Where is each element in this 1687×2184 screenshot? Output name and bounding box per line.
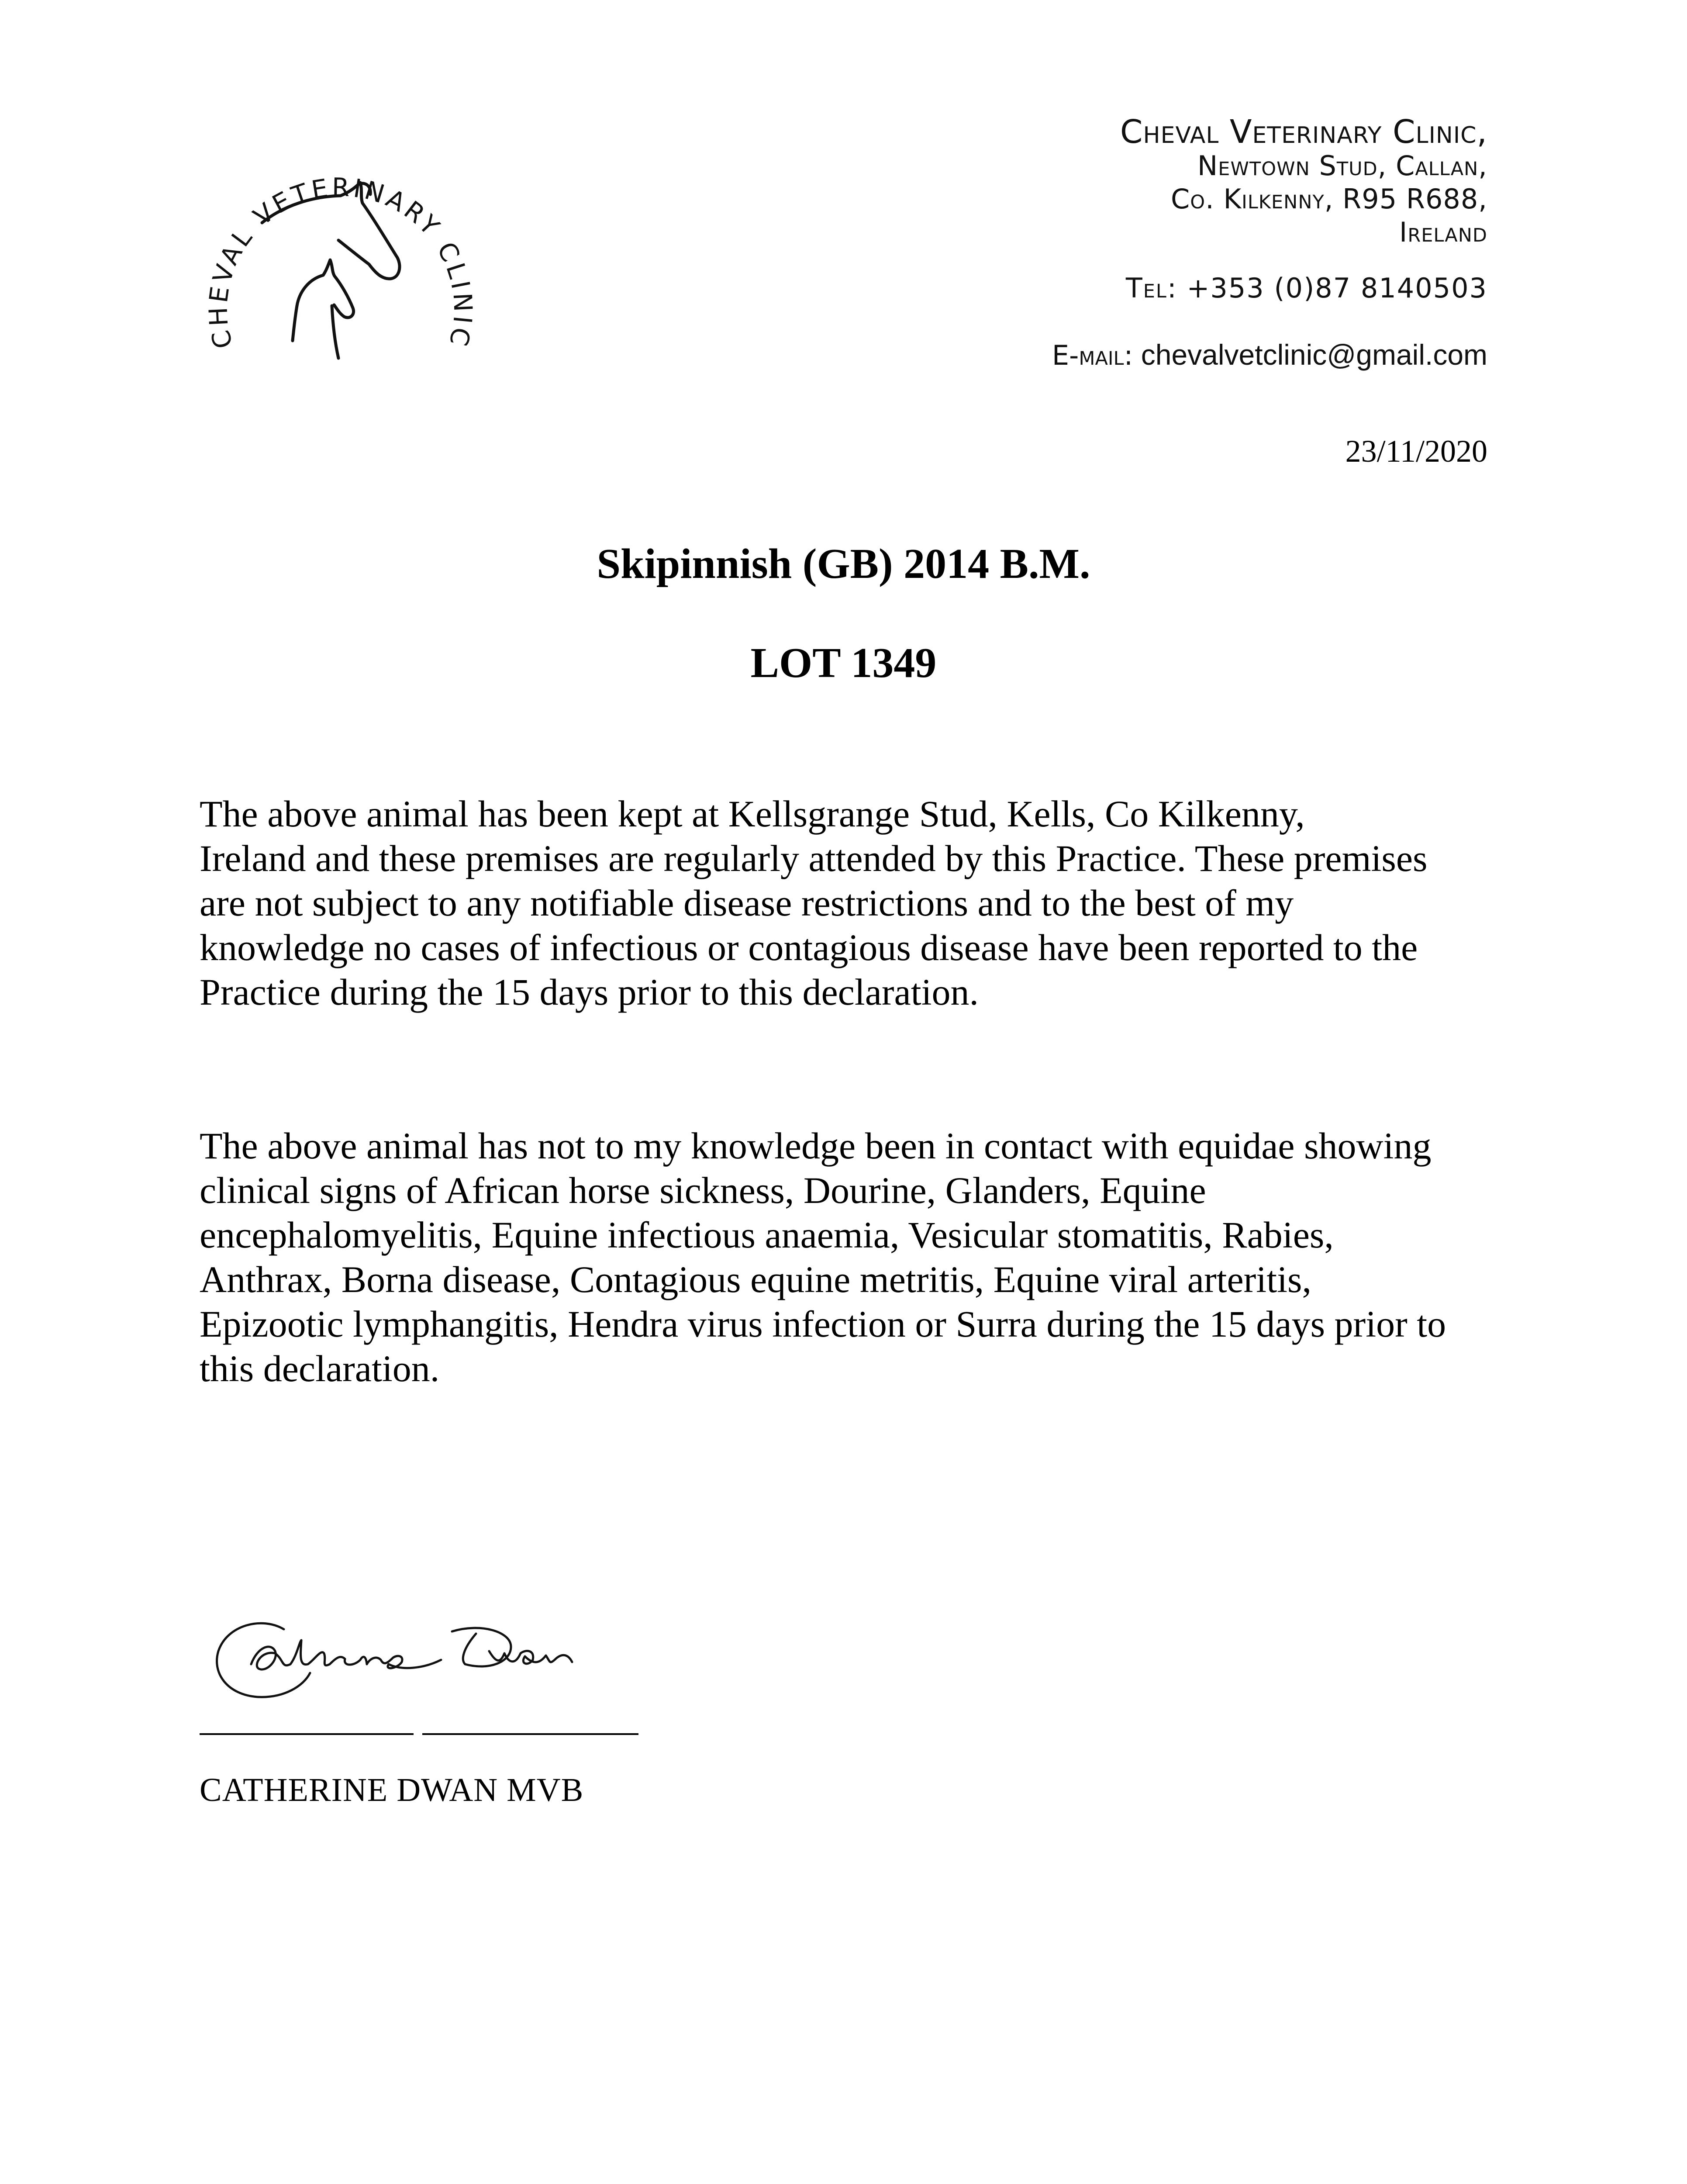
paragraph-2-line: clinical signs of African horse sickness, Dourine, Glanders, Equine [200, 1169, 1206, 1211]
paragraph-1-line: The above animal has been kept at Kellsgrange Stud, Kells, Co Kilkenny, [200, 793, 1305, 835]
declaration-paragraph-2 [200, 1123, 1501, 1391]
logo-ring-textpath: CHEVAL VETERINARY CLINIC [203, 172, 478, 352]
letter-date: 23/11/2020 [1345, 434, 1487, 469]
paragraph-1-line: Practice during the 15 days prior to this declaration. [200, 971, 979, 1013]
telephone: Tel: +353 (0)87 8140503 [1125, 272, 1487, 304]
clinic-name: Cheval Veterinary Clinic, [1120, 113, 1487, 151]
paragraph-1-line: knowledge no cases of infectious or contagious disease have been reported to the [200, 926, 1418, 968]
paragraph-2-line: Epizootic lymphangitis, Hendra virus infection or Surra during the 15 days prior to [200, 1303, 1446, 1345]
clinic-address-block [745, 114, 1487, 372]
horse-title: Skipinnish (GB) 2014 B.M. [597, 540, 1090, 587]
address-line-3: Ireland [1399, 216, 1487, 248]
declaration-paragraph-1 [200, 791, 1501, 1014]
paragraph-1-line: Ireland and these premises are regularly attended by this Practice. These premises [200, 837, 1428, 879]
signature-line [422, 1733, 638, 1735]
address-line-2: Co. Kilkenny, R95 R688, [1170, 183, 1487, 215]
paragraph-1-line: are not subject to any notifiable disease restrictions and to the best of my [200, 882, 1294, 924]
lot-number: LOT 1349 [750, 639, 937, 687]
signature-line [200, 1733, 414, 1735]
address-line-1: Newtown Stud, Callan, [1197, 150, 1487, 182]
email-label: E-mail: [1052, 339, 1133, 371]
handwritten-signature [210, 1599, 603, 1712]
paragraph-2-line: The above animal has not to my knowledge been in contact with equidae showing [200, 1125, 1432, 1167]
email-row [745, 338, 1487, 372]
clinic-logo [188, 131, 485, 380]
logo-ring-text [203, 172, 478, 351]
paragraph-2-line: this declaration. [200, 1348, 440, 1389]
paragraph-2-line: encephalomyelitis, Equine infectious anaemia, Vesicular stomatitis, Rabies, [200, 1214, 1334, 1256]
paragraph-2-line: Anthrax, Borna disease, Contagious equine metritis, Equine viral arteritis, [200, 1258, 1311, 1300]
email-value[interactable]: chevalvetclinic@gmail.com [1133, 339, 1487, 371]
signer-name: CATHERINE DWAN MVB [200, 1772, 584, 1808]
